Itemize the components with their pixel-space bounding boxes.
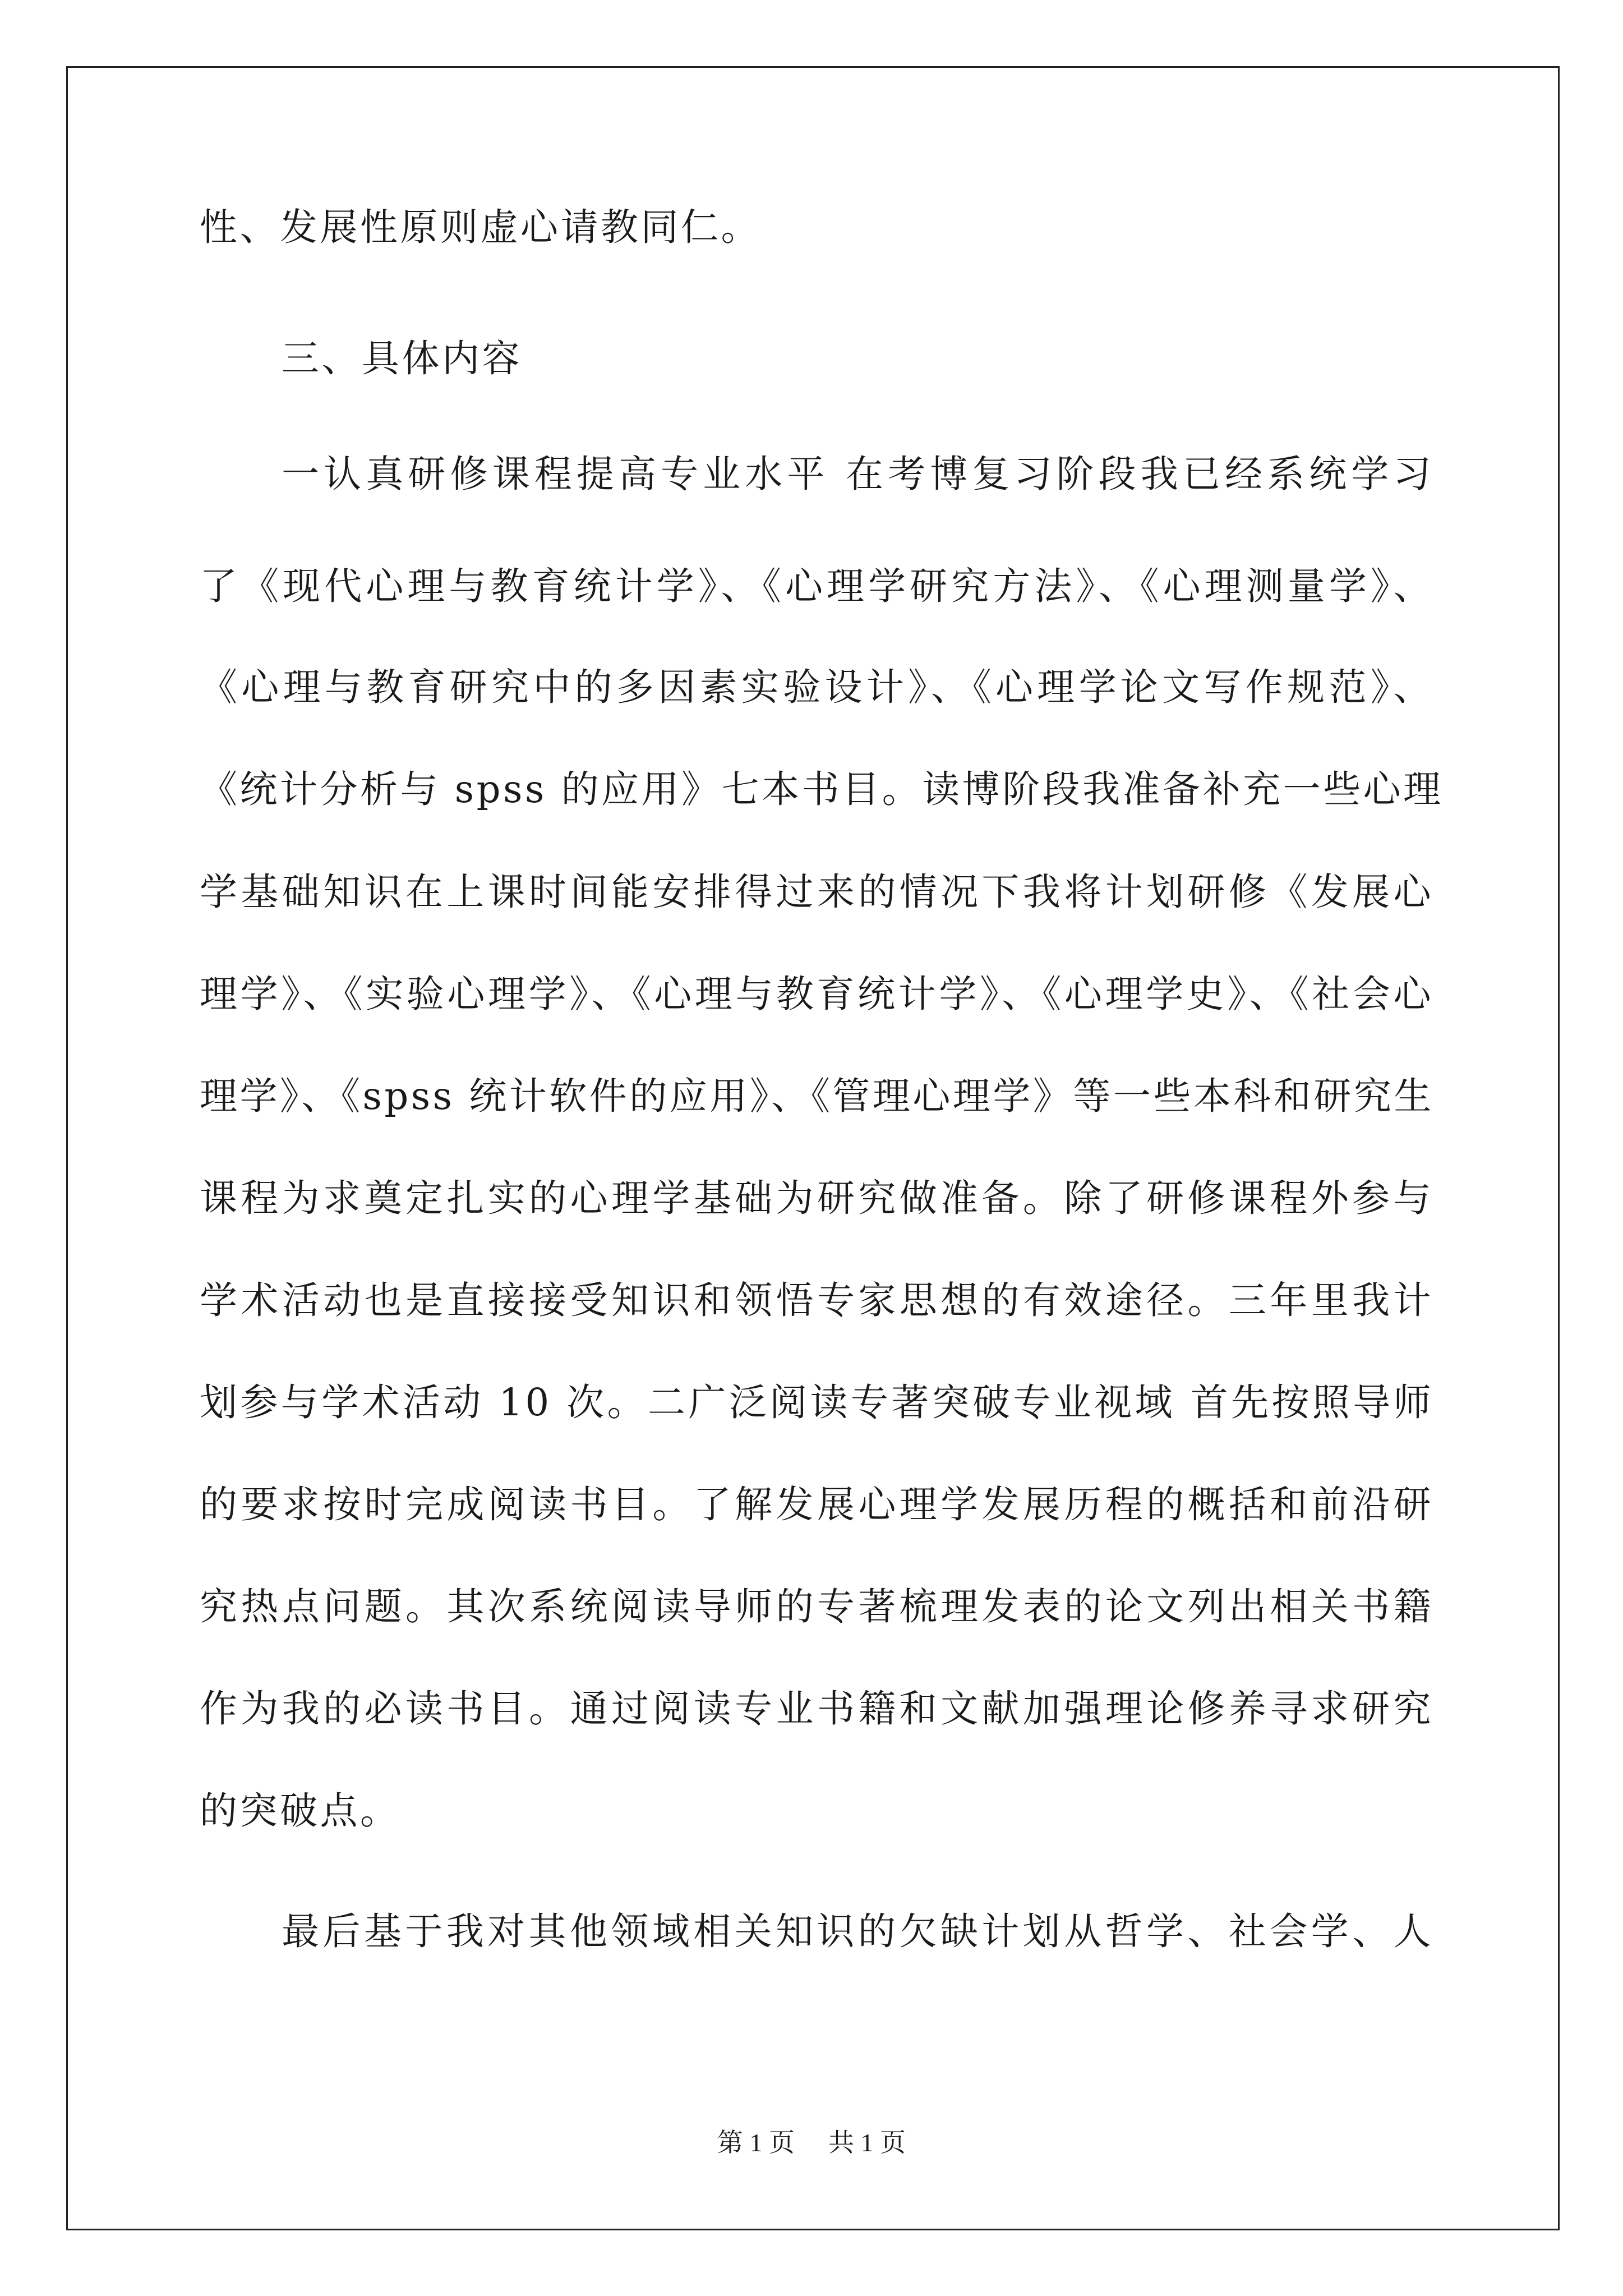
- text-line: 的要求按时完成阅读书目。了解发展心理学发展历程的概括和前沿研: [200, 1483, 1433, 1526]
- section-heading: 三、具体内容: [282, 337, 522, 380]
- text-line: 究热点问题。其次系统阅读导师的专著梳理发表的论文列出相关书籍: [200, 1585, 1433, 1628]
- text-line: 《统计分析与 spss 的应用》七本书目。读博阶段我准备补充一些心理: [200, 767, 1444, 811]
- text-line: 课程为求奠定扎实的心理学基础为研究做准备。除了研修课程外参与: [200, 1176, 1433, 1220]
- page-total: 共 1 页: [828, 2128, 906, 2157]
- text-line: 作为我的必读书目。通过阅读专业书籍和文献加强理论修养寻求研究: [200, 1687, 1433, 1731]
- page-footer: [0, 2126, 1623, 2160]
- text-line: 一认真研修课程提高专业水平 在考博复习阶段我已经系统学习: [282, 452, 1433, 496]
- text-line: 了《现代心理与教育统计学》、《心理学研究方法》、《心理测量学》、: [200, 564, 1433, 608]
- text-line: 《心理与教育研究中的多因素实验设计》、《心理学论文写作规范》、: [200, 665, 1433, 709]
- text-line: 理学》、《实验心理学》、《心理与教育统计学》、《心理学史》、《社会心: [200, 972, 1433, 1016]
- text-line: 学基础知识在上课时间能安排得过来的情况下我将计划研修《发展心: [200, 870, 1433, 914]
- text-line: 性、发展性原则虚心请教同仁。: [200, 205, 761, 249]
- text-line: 划参与学术活动 10 次。二广泛阅读专著突破专业视域 首先按照导师: [200, 1381, 1433, 1424]
- text-line: 的突破点。: [200, 1789, 400, 1833]
- text-line: 理学》、《spss 统计软件的应用》、《管理心理学》等一些本科和研究生: [200, 1074, 1434, 1118]
- text-line: 学术活动也是直接接受知识和领悟专家思想的有效途径。三年里我计: [200, 1278, 1433, 1322]
- page-number: 第 1 页: [717, 2128, 795, 2157]
- text-line: 最后基于我对其他领域相关知识的欠缺计划从哲学、社会学、人: [282, 1910, 1433, 1953]
